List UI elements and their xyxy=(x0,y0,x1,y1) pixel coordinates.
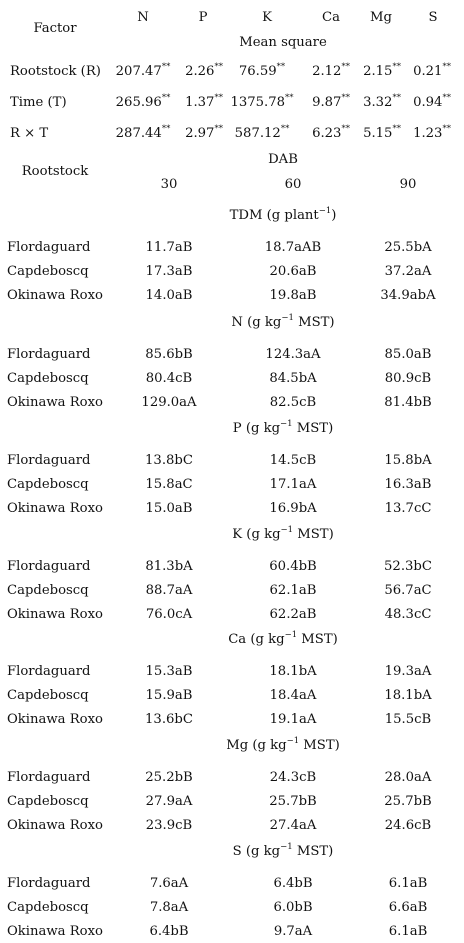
significance-mark: ** xyxy=(392,93,401,103)
significance-mark: ** xyxy=(285,93,294,103)
nutrient-header: S xyxy=(428,10,438,25)
mean-square-value: 1.23 xyxy=(413,126,443,141)
significance-mark: ** xyxy=(280,124,290,134)
mean-value: 24.3cB xyxy=(269,770,317,785)
mean-value: 37.2aA xyxy=(384,264,432,279)
mean-square-value: 1.37 xyxy=(185,95,215,110)
rootstock-name: Capdeboscq xyxy=(7,371,89,386)
mean-value: 60.4bB xyxy=(269,559,317,574)
mean-value: 27.4aA xyxy=(269,818,317,833)
significance-mark: ** xyxy=(442,124,451,134)
anova-value xyxy=(185,124,223,141)
significance-mark: ** xyxy=(161,124,171,134)
mean-value: 11.7aB xyxy=(145,240,193,255)
anova-value xyxy=(234,124,290,141)
mean-value: 18.7aAB xyxy=(264,240,322,255)
rootstock-name: Okinawa Roxo xyxy=(7,712,103,727)
mean-value: 19.3aA xyxy=(384,664,432,679)
mean-value: 82.5cB xyxy=(269,395,317,410)
section-title-text: N (g kg xyxy=(231,315,282,330)
mean-value: 19.1aA xyxy=(269,712,317,727)
significance-mark: ** xyxy=(214,124,223,134)
rootstock-name: Flordaguard xyxy=(7,770,91,785)
mean-square-value: 0.94 xyxy=(413,95,443,110)
rootstock-name: Flordaguard xyxy=(7,664,91,679)
mean-square-value: 587.12 xyxy=(234,126,281,141)
unit-exponent: −1 xyxy=(281,313,294,323)
mean-value: 13.8bC xyxy=(145,453,193,468)
mean-value: 20.6aB xyxy=(269,264,317,279)
section-title xyxy=(228,630,338,647)
mean-square-value: 2.97 xyxy=(185,126,215,141)
dab-day-header: 90 xyxy=(399,177,417,192)
mean-value: 15.8aC xyxy=(145,477,193,492)
nutrient-header: Ca xyxy=(322,10,340,25)
unit-exponent: −1 xyxy=(280,525,294,535)
mean-value: 6.1aB xyxy=(388,924,428,939)
mean-value: 16.9bA xyxy=(269,501,317,516)
anova-value xyxy=(363,93,401,110)
significance-mark: ** xyxy=(442,62,451,72)
mean-value: 62.2aB xyxy=(269,607,317,622)
section-title-tail: MST) xyxy=(293,527,334,542)
mean-value: 18.4aA xyxy=(269,688,317,703)
anova-value xyxy=(413,62,451,79)
anova-row-label: Time (T) xyxy=(10,95,67,110)
rootstock-name: Capdeboscq xyxy=(7,264,89,279)
mean-square-value: 5.15 xyxy=(363,126,393,141)
section-title-text: TDM (g plant xyxy=(229,208,319,223)
mean-value: 24.6cB xyxy=(384,818,432,833)
mean-value: 6.6aB xyxy=(388,900,428,915)
section-title-tail: MST) xyxy=(299,738,340,753)
mean-value: 25.2bB xyxy=(145,770,193,785)
anova-value xyxy=(413,93,451,110)
mean-square-value: 3.32 xyxy=(363,95,393,110)
significance-mark: ** xyxy=(341,93,350,103)
nutrient-header: K xyxy=(262,10,272,25)
mean-value: 129.0aA xyxy=(141,395,197,410)
mean-value: 48.3cC xyxy=(384,607,432,622)
rootstock-name: Flordaguard xyxy=(7,347,91,362)
significance-mark: ** xyxy=(214,62,223,72)
unit-exponent: −1 xyxy=(286,736,300,746)
mean-value: 34.9abA xyxy=(380,288,436,303)
anova-value xyxy=(413,124,451,141)
section-title xyxy=(232,842,334,859)
mean-value: 85.6bB xyxy=(145,347,193,362)
section-title-tail: MST) xyxy=(292,421,334,436)
significance-mark: ** xyxy=(392,62,401,72)
mean-value: 16.3aB xyxy=(384,477,432,492)
anova-value xyxy=(115,93,171,110)
mean-value: 56.7aC xyxy=(384,583,432,598)
significance-mark: ** xyxy=(161,93,171,103)
section-title-tail: MST) xyxy=(297,632,338,647)
mean-value: 15.0aB xyxy=(145,501,193,516)
rootstock-label: Rootstock xyxy=(21,164,89,179)
nutrient-header: Mg xyxy=(370,10,392,25)
dab-day-header: 30 xyxy=(160,177,178,192)
mean-value: 17.3aB xyxy=(145,264,193,279)
mean-value: 80.9cB xyxy=(384,371,432,386)
unit-exponent: −1 xyxy=(318,206,332,216)
anova-value xyxy=(115,124,171,141)
section-title xyxy=(226,736,340,753)
mean-value: 17.1aA xyxy=(269,477,317,492)
mean-value: 85.0aB xyxy=(384,347,432,362)
anova-value xyxy=(115,62,171,79)
section-title-text: S (g kg xyxy=(232,844,281,859)
unit-exponent: −1 xyxy=(280,419,293,429)
unit-exponent: −1 xyxy=(284,630,298,640)
anova-value xyxy=(312,93,350,110)
mean-value: 7.6aA xyxy=(149,876,189,891)
anova-value xyxy=(363,124,401,141)
rootstock-name: Okinawa Roxo xyxy=(7,395,103,410)
significance-mark: ** xyxy=(214,93,223,103)
mean-value: 28.0aA xyxy=(384,770,432,785)
significance-mark: ** xyxy=(392,124,401,134)
significance-mark: ** xyxy=(442,93,451,103)
mean-value: 62.1aB xyxy=(269,583,317,598)
section-title-text: Ca (g kg xyxy=(228,632,285,647)
rootstock-name: Okinawa Roxo xyxy=(7,501,103,516)
mean-square-value: 0.21 xyxy=(413,64,443,79)
mean-square-value: 207.47 xyxy=(115,64,162,79)
significance-mark: ** xyxy=(341,62,350,72)
mean-value: 15.9aB xyxy=(145,688,193,703)
section-title xyxy=(232,419,334,436)
mean-value: 9.7aA xyxy=(273,924,313,939)
rootstock-name: Okinawa Roxo xyxy=(7,607,103,622)
mean-value: 14.0aB xyxy=(145,288,193,303)
section-title-text: K (g kg xyxy=(232,527,281,542)
mean-square-value: 2.12 xyxy=(312,64,342,79)
anova-value xyxy=(230,93,294,110)
mean-square-value: 2.26 xyxy=(185,64,215,79)
anova-value xyxy=(312,124,350,141)
mean-value: 124.3aA xyxy=(265,347,321,362)
mean-value: 25.7bB xyxy=(269,794,317,809)
rootstock-name: Okinawa Roxo xyxy=(7,818,103,833)
section-title xyxy=(232,525,334,542)
mean-value: 13.7cC xyxy=(384,501,432,516)
mean-square-label: Mean square xyxy=(239,35,327,50)
rootstock-name: Capdeboscq xyxy=(7,583,89,598)
anova-value xyxy=(238,62,286,79)
mean-value: 81.4bB xyxy=(384,395,432,410)
mean-value: 80.4cB xyxy=(145,371,193,386)
rootstock-name: Flordaguard xyxy=(7,240,91,255)
nutrient-header: P xyxy=(198,10,208,25)
mean-value: 7.8aA xyxy=(149,900,189,915)
mean-value: 6.4bB xyxy=(273,876,313,891)
anova-row-label: R × T xyxy=(10,126,49,141)
mean-value: 25.5bA xyxy=(384,240,432,255)
mean-value: 15.3aB xyxy=(145,664,193,679)
mean-value: 52.3bC xyxy=(384,559,432,574)
mean-value: 27.9aA xyxy=(145,794,193,809)
mean-value: 88.7aA xyxy=(145,583,193,598)
mean-value: 14.5cB xyxy=(269,453,317,468)
rootstock-name: Okinawa Roxo xyxy=(7,924,103,939)
mean-square-value: 1375.78 xyxy=(230,95,286,110)
mean-square-value: 76.59 xyxy=(238,64,277,79)
mean-square-value: 287.44 xyxy=(115,126,162,141)
dab-label: DAB xyxy=(268,152,298,167)
rootstock-name: Okinawa Roxo xyxy=(7,288,103,303)
mean-value: 23.9cB xyxy=(145,818,193,833)
section-title xyxy=(231,313,335,330)
anova-value xyxy=(185,62,223,79)
unit-exponent: −1 xyxy=(280,842,293,852)
mean-square-value: 2.15 xyxy=(363,64,393,79)
rootstock-name: Capdeboscq xyxy=(7,794,89,809)
mean-square-value: 9.87 xyxy=(312,95,342,110)
rootstock-name: Capdeboscq xyxy=(7,477,89,492)
mean-value: 81.3bA xyxy=(145,559,193,574)
rootstock-name: Flordaguard xyxy=(7,559,91,574)
mean-value: 18.1bA xyxy=(269,664,317,679)
section-title-tail: MST) xyxy=(292,844,334,859)
mean-value: 6.4bB xyxy=(149,924,189,939)
mean-value: 76.0cA xyxy=(145,607,193,622)
rootstock-name: Flordaguard xyxy=(7,453,91,468)
rootstock-name: Flordaguard xyxy=(7,876,91,891)
mean-value: 18.1bA xyxy=(384,688,432,703)
section-title-text: P (g kg xyxy=(232,421,281,436)
mean-value: 6.0bB xyxy=(273,900,313,915)
factor-label: Factor xyxy=(33,21,77,36)
mean-value: 84.5bA xyxy=(269,371,317,386)
dab-day-header: 60 xyxy=(284,177,302,192)
mean-value: 25.7bB xyxy=(384,794,432,809)
mean-square-value: 265.96 xyxy=(115,95,162,110)
rootstock-name: Capdeboscq xyxy=(7,900,89,915)
mean-value: 19.8aB xyxy=(269,288,317,303)
section-title-tail: MST) xyxy=(293,315,335,330)
mean-square-value: 6.23 xyxy=(312,126,342,141)
mean-value: 15.8bA xyxy=(384,453,432,468)
section-title-tail: ) xyxy=(331,208,337,223)
section-title-text: Mg (g kg xyxy=(226,738,287,753)
anova-value xyxy=(185,93,223,110)
anova-value xyxy=(312,62,350,79)
significance-mark: ** xyxy=(276,62,286,72)
mean-value: 6.1aB xyxy=(388,876,428,891)
nutrient-header: N xyxy=(137,10,149,25)
mean-value: 15.5cB xyxy=(384,712,432,727)
significance-mark: ** xyxy=(161,62,171,72)
rootstock-name: Capdeboscq xyxy=(7,688,89,703)
anova-row-label: Rootstock (R) xyxy=(10,64,101,79)
section-title xyxy=(229,206,337,223)
mean-value: 13.6bC xyxy=(145,712,193,727)
significance-mark: ** xyxy=(341,124,350,134)
anova-value xyxy=(363,62,401,79)
